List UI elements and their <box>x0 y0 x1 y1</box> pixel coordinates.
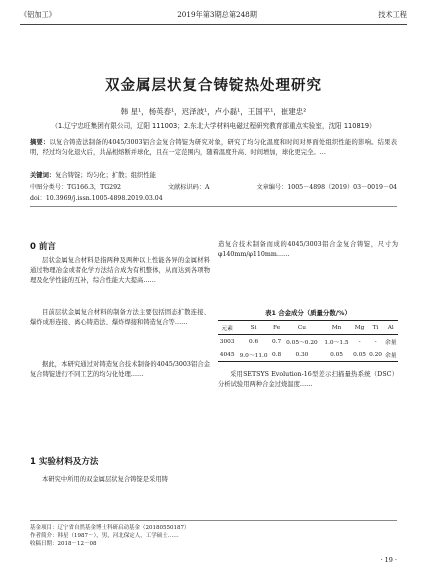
abstract-label: 摘要： <box>30 139 50 146</box>
journal-name: 《铝加工》 <box>20 10 56 19</box>
affiliations: （1.辽宁忠旺集团有限公司，辽阳 111003；2.东北大学材料电磁过程研究教育部重点实验室，沈阳 110819） <box>51 122 376 130</box>
section-1-paragraph: 本研究中所用的双金属层状复合铸锭是采用铸 <box>42 476 168 483</box>
table-cell: 0.05 <box>330 351 343 358</box>
abstract <box>30 138 397 158</box>
article-number: 文章编号：1005－4898（2019）03－0019－04 <box>256 184 397 191</box>
table-header-cell: 元素 <box>221 326 233 332</box>
table-cell: - <box>374 338 377 345</box>
table-header-cell: Al <box>387 324 394 331</box>
classification-line <box>30 182 397 191</box>
composition-table <box>218 320 398 362</box>
table-cell: 4045 <box>219 351 235 358</box>
table-cell: 0.05 <box>353 351 366 358</box>
intro-paragraph-1: 层状金属复合材料是指两种及两种以上性能各异的金属材料通过物理冶金或者化学方法结合成为有机整体，从而达到各项物理及化学性能的互补，综合性能大大提高…… <box>30 257 210 285</box>
table-cell: 0.20 <box>369 351 382 358</box>
author-list: 韩 星¹，杨英春¹，迟泽波¹，卢小磊¹，王国平¹，崔建忠² <box>120 107 307 116</box>
right-paragraph-top: 造复合技术制备而成的4045/3003铝合金复合铸锭，尺寸为φ140mm/φ110mm…… <box>218 241 398 259</box>
table-cell: 1.0～1.5 <box>324 340 349 346</box>
table-cell: 余量 <box>384 353 397 359</box>
table-header-row <box>218 321 398 335</box>
table-cell: 余量 <box>384 340 397 346</box>
table-cell: 3003 <box>219 338 235 345</box>
clc-number: 中图分类号：TG166.3，TG292 <box>30 184 121 191</box>
running-header <box>20 8 407 25</box>
keywords-label: 关键词： <box>30 172 56 179</box>
intro-paragraph-3: 据此，本研究通过对铸造复合技术制备的4045/3003铝合金复合铸锭进行不同工艺的均匀化处理…… <box>30 361 210 379</box>
column-name: 技术工程 <box>378 10 407 19</box>
article-title: 双金属层状复合铸锭热处理研究 <box>105 77 322 94</box>
document-code: 文献标识码：A <box>167 184 210 191</box>
table-cell: 0.8 <box>271 351 282 358</box>
doi: doi：10.3969/j.issn.1005-4898.2019.03.04 <box>30 195 163 202</box>
table-header-cell: Si <box>250 324 257 331</box>
table-cell: 0.7 <box>271 338 282 345</box>
table-header-cell: Mg <box>354 324 365 331</box>
funding-note: 基金项目：辽宁省自然基金博士科研启动基金（20180550187） <box>30 525 190 531</box>
issue-info: 2019年第3期总第248期 <box>177 10 257 19</box>
intro-heading: 0 前言 <box>30 242 56 252</box>
keywords-text: 复合铸锭；均匀化；扩散；组织性能 <box>55 172 156 179</box>
page-number: · 19 · <box>380 556 397 564</box>
divider <box>30 206 397 207</box>
abstract-text: 以复合铸造法制备的4045/3003铝合金复合铸锭为研究对象，研究了均匀化温度和时间对界面处组织性能的影响。结果表明，经过均匀化退火后，共晶相熔断并球化，且在一定范围内，随着温度升高、时间增加，球化更完全。… <box>30 139 397 157</box>
table-cell: 9.0～11.0 <box>239 353 268 359</box>
table-cell: 0.6 <box>248 338 259 345</box>
received-date: 收稿日期：2018－12－08 <box>30 541 97 547</box>
table-row <box>218 335 398 349</box>
table-header-cell: Fe <box>273 324 281 331</box>
footnote <box>30 520 397 548</box>
table-cell: - <box>358 338 361 345</box>
table-row <box>218 348 398 362</box>
right-paragraph-after-table: 采用SETSYS Evolution-16型差示扫描量热系统（DSC）分析试验用两种合金过烧温度…… <box>218 371 398 389</box>
table-cell: 0.05～0.20 <box>286 340 318 346</box>
table-header-cell: Cu <box>297 324 306 331</box>
keywords <box>30 171 397 181</box>
intro-paragraph-2: 目前层状金属复合材料的制备方法主要包括固态扩散连接、爆炸成形连接、离心铸造法、爆炸焊接和铸造复合等…… <box>30 309 210 327</box>
table-cell: 0.30 <box>295 351 309 358</box>
table-header-cell: Ti <box>372 324 379 331</box>
table-header-cell: Mn <box>331 324 342 331</box>
table-caption: 表1 合金成分（质量分数/%） <box>265 309 351 317</box>
author-note: 作者简介：韩星（1987－），男，河北保定人，工学硕士…… <box>30 533 179 539</box>
section-1-heading: 1 实验材料及方法 <box>30 457 99 467</box>
